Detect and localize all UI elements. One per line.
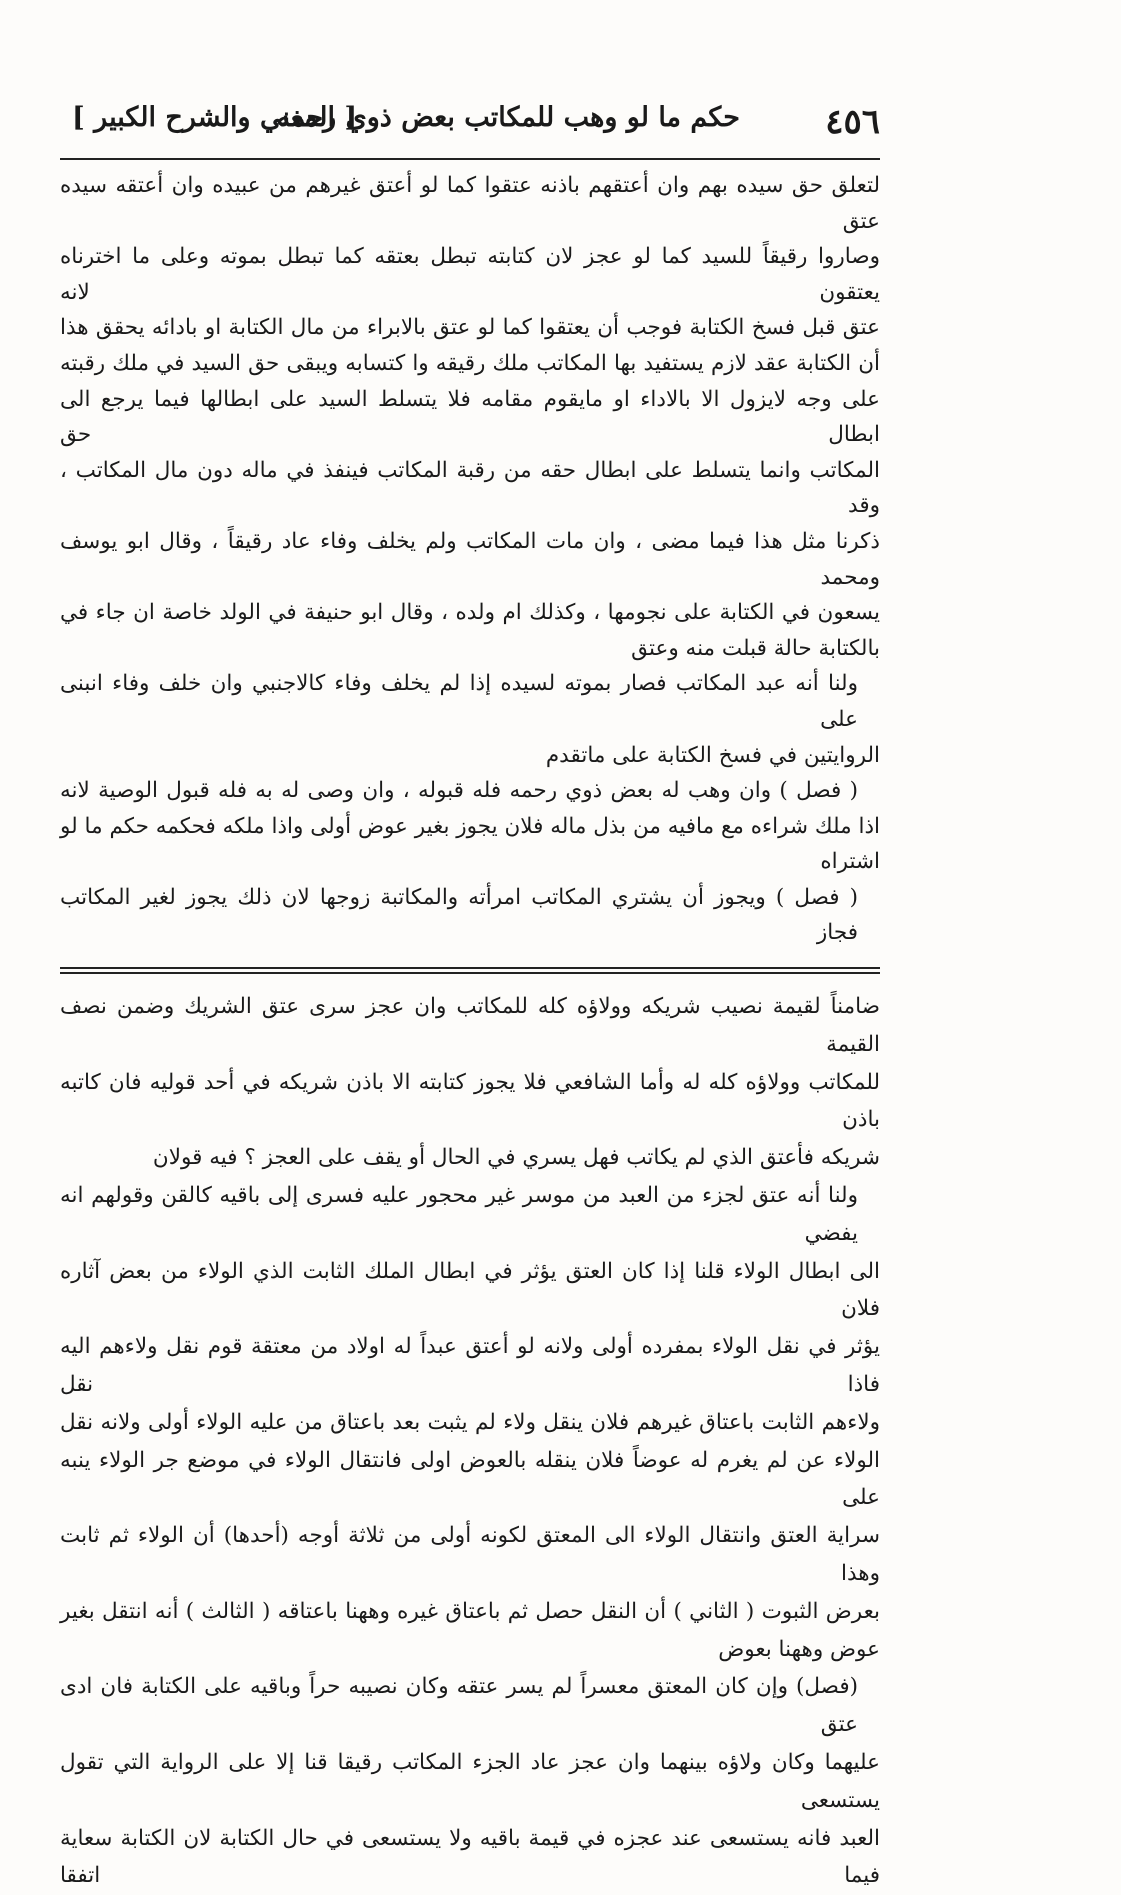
main-text <box>60 168 880 951</box>
page-title: حكم ما لو وهب للمكاتب بعض ذوي رحمه <box>276 102 740 133</box>
text-line: الروايتين في فسخ الكتابة على ماتقدم <box>545 742 880 768</box>
book-title: [ المغني والشرح الكبير ] <box>72 102 358 133</box>
text-line: بالكتابة حالة قبلت منه وعتق <box>631 635 880 661</box>
text-line: العبد فانه يستسعى عند عجزه في قيمة باقيه ولا يستسعى في حال الكتابة لان الكتابة سعاية فيما اتفقا <box>60 1825 880 1889</box>
text-line: عتق قبل فسخ الكتابة فوجب أن يعتقوا كما لو عتق بالابراء من مال الكتابة او بادائه يحقق هذا <box>60 315 880 341</box>
text-line: عليهما وكان ولاؤه بينهما وان عجز عاد الجزء المكاتب رقيقا قنا إلا على الرواية التي تقول يستسعى <box>60 1750 880 1813</box>
page-number: ٤٥٦ <box>825 102 880 142</box>
text-line: ( فصل ) وان وهب له بعض ذوي رحمه فله قبوله ، وان وصى له به فله قبول الوصية لانه <box>60 778 858 804</box>
text-line: يسعون في الكتابة على نجومها ، وكذلك ام ولده ، وقال ابو حنيفة في الولد خاصة ان جاء في <box>60 600 880 626</box>
text-line: بعرض الثبوت ( الثاني ) أن النقل حصل ثم باعتاق غيره وههنا باعتاقه ( الثالث ) أنه انتقل بغير <box>60 1598 880 1624</box>
text-line: اذا ملك شراءه مع مافيه من بذل ماله فلان يجوز بغير عوض أولى واذا ملكه فحكمه حكم ما لو اشتراه <box>60 813 880 875</box>
text-line: سراية العتق وانتقال الولاء الى المعتق لكونه أولى من ثلاثة أوجه (أحدها) أن الولاء ثم ثابت وهذا <box>60 1523 880 1587</box>
text-line: ضامناً لقيمة نصيب شريكه وولاؤه كله للمكاتب وان عجز سرى عتق الشريك وضمن نصف القيمة <box>60 994 880 1057</box>
text-line: للمكاتب وولاؤه كله له وأما الشافعي فلا يجوز كتابته الا باذن شريكه في أحد قوليه فان كاتبه باذن <box>60 1069 880 1133</box>
text-line: ( فصل ) ويجوز أن يشتري المكاتب امرأته والمكاتبة زوجها لان ذلك يجوز لغير المكاتب فجاز <box>60 884 858 946</box>
text-line: ولاءهم الثابت باعتاق غيرهم فلان ينقل ولاء لم يثبت بعد باعتاق من عليه الولاء أولى ولانه نقل <box>60 1409 880 1435</box>
text-line: (فصل) وإن كان المعتق معسراً لم يسر عتقه وكان نصيبه حراً وباقيه على الكتابة فان ادى عتق <box>60 1674 858 1738</box>
text-line: المكاتب وانما يتسلط على ابطال حقه من رقبة المكاتب فينفذ في ماله دون مال المكاتب ، وقد <box>60 457 880 519</box>
text-line: عوض وههنا بعوض <box>718 1636 880 1662</box>
text-line: أن الكتابة عقد لازم يستفيد بها المكاتب ملك رقيقه وا كتسابه ويبقى حق السيد في ملك رقبته <box>60 350 880 376</box>
text-line: شريكه فأعتق الذي لم يكاتب فهل يسري في الحال أو يقف على العجز ؟ فيه قولان <box>152 1145 880 1171</box>
text-line: ولنا أنه عبد المكاتب فصار بموته لسيده إذا لم يخلف وفاء كالاجنبي وان خلف وفاء انبنى على <box>60 671 858 732</box>
text-line: وصاروا رقيقاً للسيد كما لو عجز لان كتابته تبطل بعتقه كما تبطل بموته وعلى ما اخترناه يعتقون لانه <box>60 244 880 305</box>
text-line: لتعلق حق سيده بهم وان أعتقهم باذنه عتقوا كما لو أعتق غيرهم من عبيده وان أعتقه سيده عتق <box>60 173 880 234</box>
section-divider <box>60 967 880 974</box>
page-header <box>60 90 880 160</box>
text-line: الولاء عن لم يغرم له عوضاً فلان ينقله بالعوض اولى فانتقال الولاء في موضع جر الولاء ينبه على <box>60 1447 880 1511</box>
text-line: على وجه لايزول الا بالاداء او مايقوم مقامه فلا يتسلط السيد على ابطالها فيما يرجع الى ابطال حق <box>60 386 880 448</box>
commentary-text <box>60 988 880 1895</box>
text-line: الى ابطال الولاء قلنا إذا كان العتق يؤثر في ابطال الملك الثابت الذي الولاء من بعض آثاره فلان <box>60 1258 880 1322</box>
text-line: ذكرنا مثل هذا فيما مضى ، وان مات المكاتب ولم يخلف وفاء عاد رقيقاً ، وقال ابو يوسف ومحمد <box>60 528 880 590</box>
text-line: يؤثر في نقل الولاء بمفرده أولى ولانه لو أعتق عبداً له اولاد من معتقة قوم نقل ولاءهم اليه فاذا نقل <box>60 1334 880 1398</box>
book-page <box>60 90 880 1895</box>
text-line: ولنا أنه عتق لجزء من العبد من موسر غير محجور عليه فسرى إلى باقيه كالقن وقولهم انه يفضي <box>60 1183 858 1246</box>
